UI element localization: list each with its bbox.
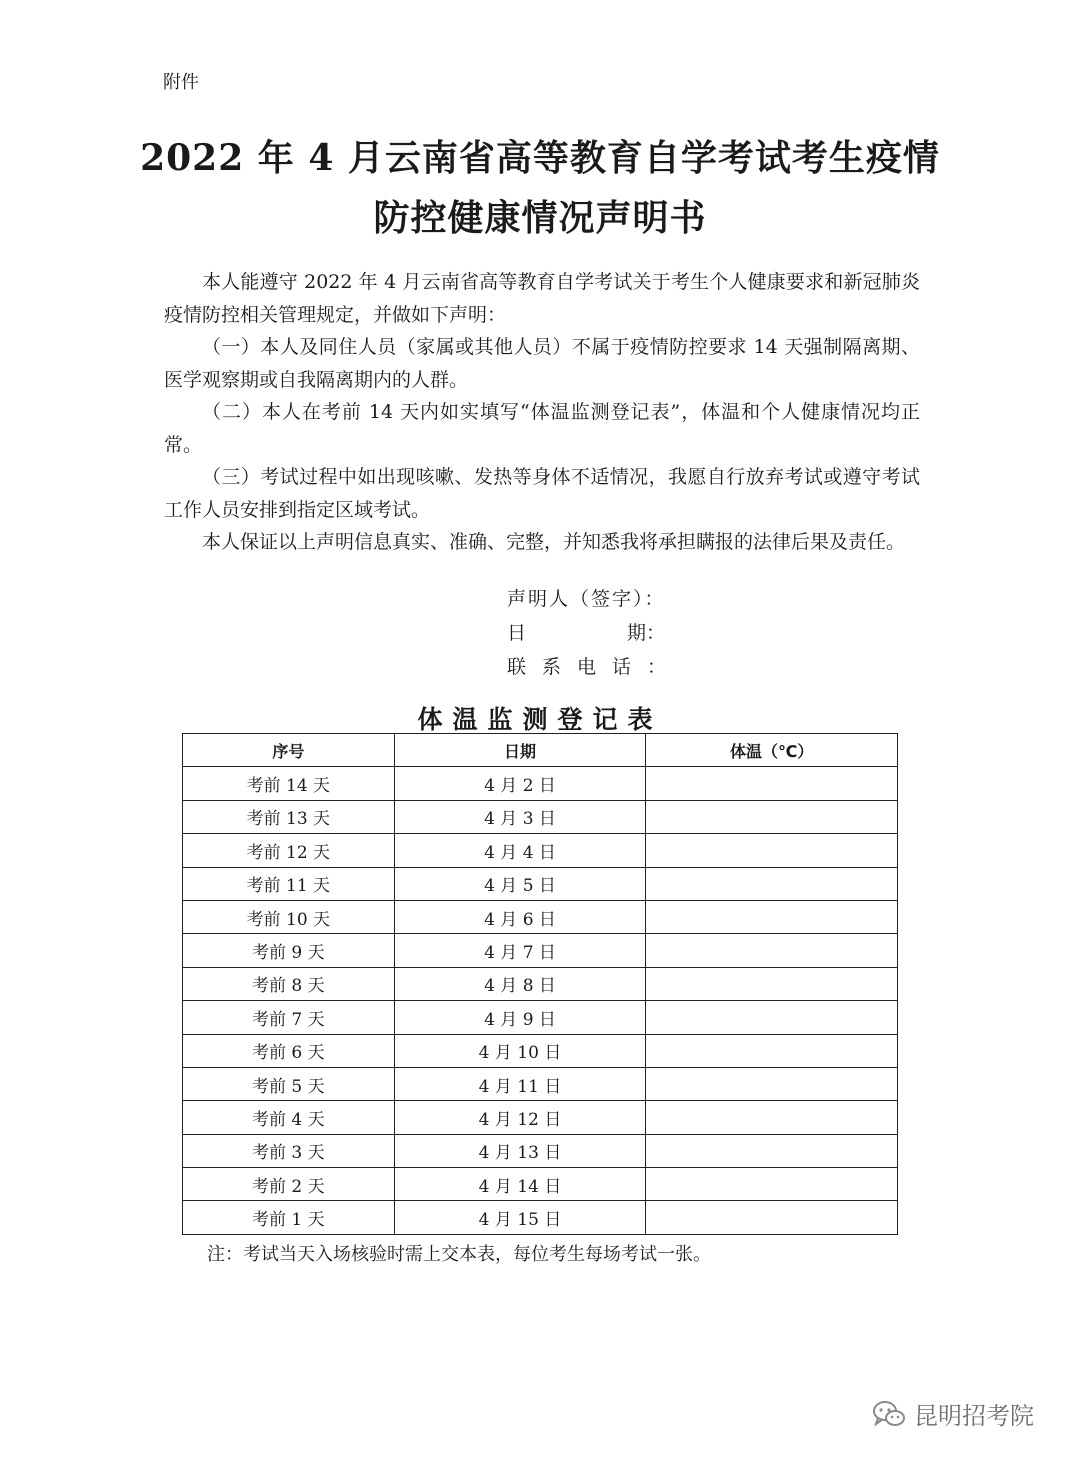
attachment-label: 附件 <box>163 72 199 93</box>
row-temperature-cell[interactable] <box>646 1034 898 1067</box>
row-date: 4 月 8 日 <box>394 967 646 1000</box>
watermark-text: 昆明招考院 <box>914 1402 1034 1430</box>
row-day: 考前 4 天 <box>183 1101 395 1134</box>
table-row <box>183 1101 898 1134</box>
row-day: 考前 2 天 <box>183 1168 395 1201</box>
table-header-row <box>183 734 898 767</box>
row-day: 考前 1 天 <box>183 1201 395 1234</box>
row-temperature-cell[interactable] <box>646 834 898 867</box>
row-temperature-cell[interactable] <box>646 900 898 933</box>
row-temperature-cell[interactable] <box>646 934 898 967</box>
table-row <box>183 1168 898 1201</box>
row-temperature-cell[interactable] <box>646 867 898 900</box>
temperature-log-table <box>182 733 898 1235</box>
row-day: 考前 10 天 <box>183 900 395 933</box>
row-day: 考前 12 天 <box>183 834 395 867</box>
row-temperature-cell[interactable] <box>646 1001 898 1034</box>
row-date: 4 月 4 日 <box>394 834 646 867</box>
table-row <box>183 800 898 833</box>
signature-date-label <box>507 618 665 645</box>
row-date: 4 月 12 日 <box>394 1101 646 1134</box>
table-row <box>183 934 898 967</box>
row-day: 考前 3 天 <box>183 1134 395 1167</box>
table-row <box>183 834 898 867</box>
signature-phone-label: 联系电话： <box>507 656 683 678</box>
temperature-table-title: 体温监测登记表 <box>417 705 663 734</box>
date-label-char1: 日 <box>507 622 527 644</box>
row-day: 考前 13 天 <box>183 800 395 833</box>
table-row <box>183 1067 898 1100</box>
row-date: 4 月 11 日 <box>394 1067 646 1100</box>
row-date: 4 月 5 日 <box>394 867 646 900</box>
row-day: 考前 7 天 <box>183 1001 395 1034</box>
paragraph-intro: 本人能遵守 2022 年 4 月云南省高等教育自学考试关于考生个人健康要求和新冠肺炎疫情防控相关管理规定，并做如下声明： <box>164 271 920 326</box>
table-row <box>183 967 898 1000</box>
row-day: 考前 9 天 <box>183 934 395 967</box>
table-row <box>183 1034 898 1067</box>
signature-declarant-label: 声明人（签字）： <box>507 588 666 610</box>
table-row <box>183 1134 898 1167</box>
row-date: 4 月 10 日 <box>394 1034 646 1067</box>
row-date: 4 月 13 日 <box>394 1134 646 1167</box>
account-watermark <box>872 1396 1034 1431</box>
row-date: 4 月 9 日 <box>394 1001 646 1034</box>
row-day: 考前 14 天 <box>183 767 395 800</box>
row-temperature-cell[interactable] <box>646 1201 898 1234</box>
row-day: 考前 8 天 <box>183 967 395 1000</box>
table-row <box>183 767 898 800</box>
row-temperature-cell[interactable] <box>646 767 898 800</box>
row-temperature-cell[interactable] <box>646 1101 898 1134</box>
table-row <box>183 900 898 933</box>
row-temperature-cell[interactable] <box>646 800 898 833</box>
table-row <box>183 1001 898 1034</box>
paragraph-item-1: （一）本人及同住人员（家属或其他人员）不属于疫情防控要求 14 天强制隔离期、医学观察期或自我隔离期内的人群。 <box>164 336 920 391</box>
wechat-icon <box>872 1399 906 1429</box>
table-row <box>183 1201 898 1234</box>
header-temperature: 体温（℃） <box>646 734 898 767</box>
row-date: 4 月 6 日 <box>394 900 646 933</box>
paragraph-item-3: （三）考试过程中如出现咳嗽、发热等身体不适情况，我愿自行放弃考试或遵守考试工作人员安排到指定区域考试。 <box>164 466 920 521</box>
row-day: 考前 6 天 <box>183 1034 395 1067</box>
row-day: 考前 11 天 <box>183 867 395 900</box>
row-day: 考前 5 天 <box>183 1067 395 1100</box>
table-note: 注：考试当天入场核验时需上交本表，每位考生每场考试一张。 <box>207 1244 711 1265</box>
row-temperature-cell[interactable] <box>646 967 898 1000</box>
date-label-char2: 期： <box>627 622 666 644</box>
row-date: 4 月 7 日 <box>394 934 646 967</box>
row-temperature-cell[interactable] <box>646 1168 898 1201</box>
declaration-body <box>164 266 920 559</box>
row-date: 4 月 2 日 <box>394 767 646 800</box>
row-temperature-cell[interactable] <box>646 1067 898 1100</box>
header-date: 日期 <box>394 734 646 767</box>
header-sequence: 序号 <box>183 734 395 767</box>
row-date: 4 月 3 日 <box>394 800 646 833</box>
document-title-line2: 防控健康情况声明书 <box>373 197 707 239</box>
table-row <box>183 867 898 900</box>
document-title-line1: 2022 年 4 月云南省高等教育自学考试考生疫情 <box>140 137 940 179</box>
row-date: 4 月 14 日 <box>394 1168 646 1201</box>
row-date: 4 月 15 日 <box>394 1201 646 1234</box>
paragraph-item-2: （二）本人在考前 14 天内如实填写“体温监测登记表”，体温和个人健康情况均正常。 <box>164 401 920 456</box>
row-temperature-cell[interactable] <box>646 1134 898 1167</box>
paragraph-guarantee: 本人保证以上声明信息真实、准确、完整，并知悉我将承担瞒报的法律后果及责任。 <box>202 531 906 553</box>
